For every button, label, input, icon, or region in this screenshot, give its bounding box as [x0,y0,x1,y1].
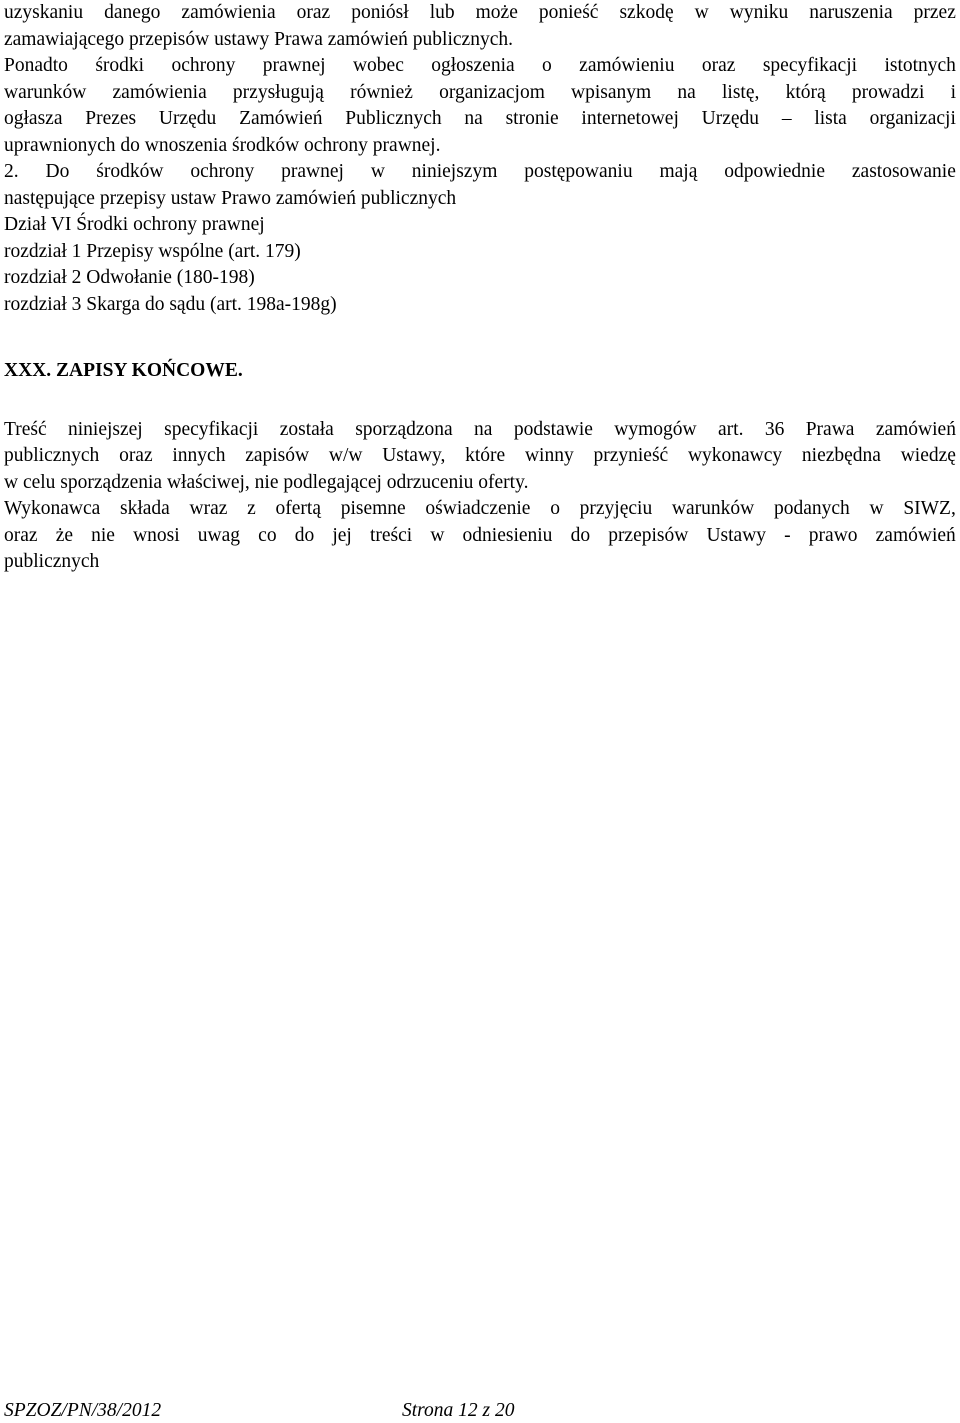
text-line: zamawiającego przepisów ustawy Prawa zamówień publicznych. [4,28,513,50]
text-line: uprawnionych do wnoszenia środków ochrony prawnej. [4,134,441,156]
section-legal-remedies [4,0,956,318]
text-line: Treść niniejszej specyfikacji została sporządzona na podstawie wymogów art. 36 Prawa zamówień [4,418,956,440]
document-page [4,0,956,576]
text-line: następujące przepisy ustaw Prawo zamówień publicznych [4,187,457,209]
text-line: warunków zamówienia przysługują również organizacjom wpisanym na listę, którą prowadzi i [4,81,956,103]
text-line: rozdział 2 Odwołanie (180-198) [4,267,255,288]
text-line: publicznych oraz innych zapisów w/w Ustawy, które winny przynieść wykonawcy niezbędna wiedzę [4,445,956,466]
text-line: rozdział 3 Skarga do sądu (art. 198a-198g) [4,293,337,315]
text-line: w celu sporządzenia właściwej, nie podlegającej odrzuceniu oferty. [4,471,529,493]
text-line: publicznych [4,551,100,572]
text-line: 2. Do środków ochrony prawnej w niniejszym postępowaniu mają odpowiednie zastosowanie [4,161,956,182]
section-heading: XXX. ZAPISY KOŃCOWE. [4,360,243,381]
text-line: oraz że nie wnosi uwag co do jej treści w odniesieniu do przepisów Ustawy - prawo zamówień [4,524,956,546]
section-final-provisions [4,417,956,576]
text-line: uzyskaniu danego zamówienia oraz poniósł lub może ponieść szkodę w wyniku naruszenia przez [4,2,956,23]
text-line: rozdział 1 Przepisy wspólne (art. 179) [4,240,301,262]
text-line: Wykonawca składa wraz z ofertą pisemne oświadczenie o przyjęciu warunków podanych w SIWZ, [4,498,956,519]
text-line: Dział VI Środki ochrony prawnej [4,214,265,235]
page-number: Strona 12 z 20 [402,1400,515,1421]
text-line: ogłasza Prezes Urzędu Zamówień Publicznych na stronie internetowej Urzędu – lista organizacji [4,108,956,129]
document-reference: SPZOZ/PN/38/2012 [4,1400,162,1421]
text-line: Ponadto środki ochrony prawnej wobec ogłoszenia o zamówieniu oraz specyfikacji istotnych [4,55,956,76]
